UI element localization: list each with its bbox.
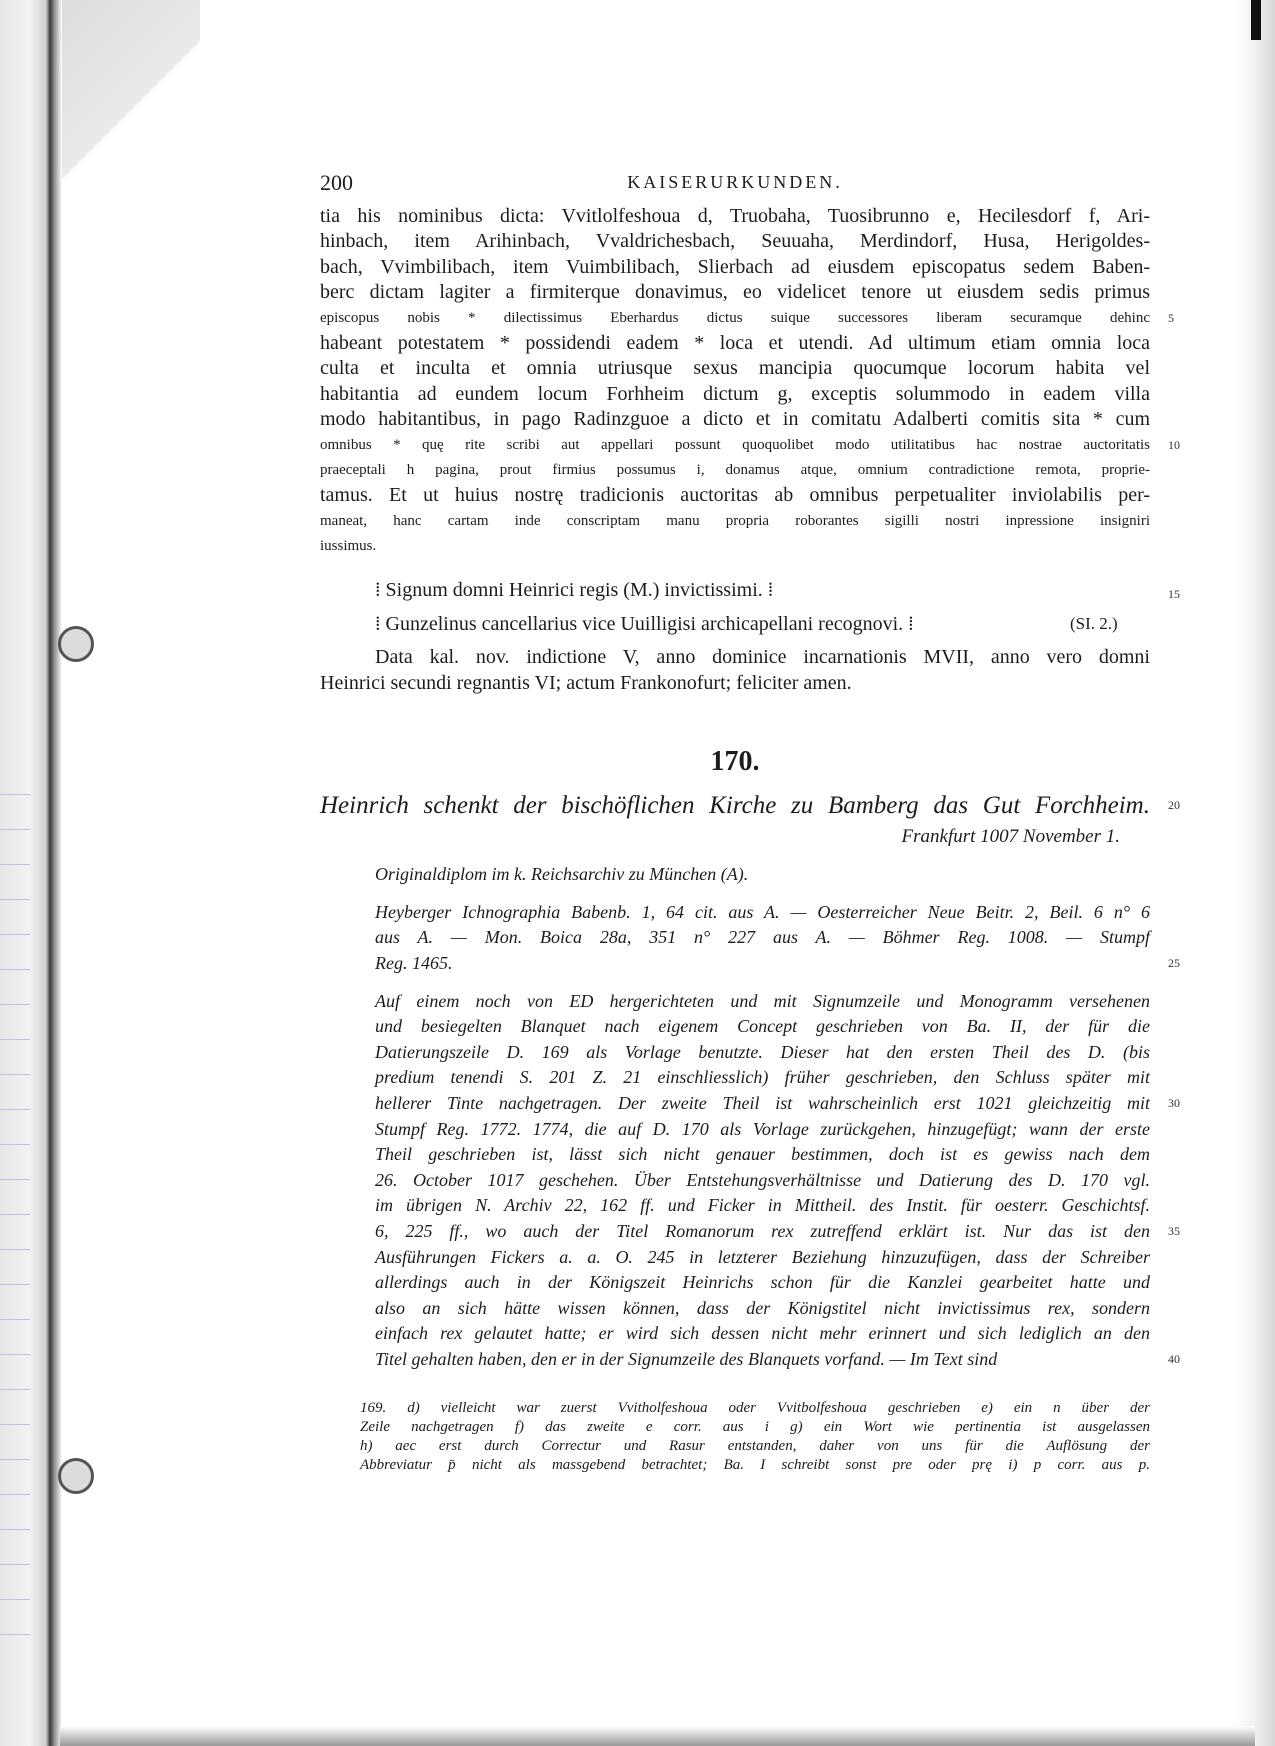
note-line — [375, 1347, 1180, 1373]
page-right-edge — [1235, 0, 1275, 1746]
text-line-content: tia his nominibus dicta: Vvitlolfeshoua d, Truobaha, Tuosibrunno e, Hecilesdorf f, Ari- — [320, 205, 1150, 227]
note-line — [375, 1014, 1150, 1040]
note-line — [375, 1142, 1150, 1168]
note-line-content: Theil geschrieben ist, lässt sich nicht genauer bestimmen, doch ist es gewiss nach dem — [375, 1144, 1150, 1165]
text-line — [320, 255, 1150, 280]
line-number: 40 — [1168, 1351, 1180, 1366]
running-title: KAISERURKUNDEN. — [627, 172, 843, 192]
note-line-content: Heyberger Ichnographia Babenb. 1, 64 cit. aus A. — Oesterreicher Neue Beitr. 2, Beil. 6 n° 6 — [375, 901, 1150, 922]
note-line-content: im übrigen N. Archiv 22, 162 ff. und Ficker in Mittheil. des Instit. für oesterr. Geschichtsf. — [375, 1195, 1150, 1216]
text-line-content: habitantia ad eundem locum Forhheim dictum g, exceptis solummodo in eadem villa — [320, 382, 1150, 405]
note-line — [375, 1270, 1150, 1296]
text-line-content: episcopus nobis * dilectissimus Eberhardus dictus suique successores liberam securamque dehinc — [320, 309, 1150, 326]
punch-hole-icon — [58, 1458, 94, 1494]
note-line — [375, 1245, 1150, 1271]
note-line-content: Originaldiplom im k. Reichsarchiv zu München (A). — [375, 864, 749, 885]
dating-line: Heinrici secundi regnantis VI; actum Frankonofurt; feliciter amen. — [320, 671, 852, 694]
signature-line — [320, 573, 1180, 607]
note-line — [375, 951, 1180, 977]
footnotes — [320, 1399, 1150, 1475]
note-line — [375, 1321, 1150, 1347]
signature-block — [320, 573, 1180, 641]
note-line-content: 6, 225 ff., wo auch der Titel Romanorum rex zutreffend erklärt ist. Nur das ist den — [375, 1220, 1150, 1241]
text-line-content: tamus. Et ut huius nostrę tradicionis auctoritas ab omnibus perpetualiter inviolabilis per- — [320, 484, 1150, 507]
note-line — [375, 1091, 1180, 1117]
note-line — [375, 1040, 1150, 1066]
note-line-content: und besiegelten Blanquet nach eigenem Concept geschrieben von Ba. II, der für die — [375, 1016, 1150, 1037]
note-paragraph — [375, 862, 1150, 888]
text-line — [320, 534, 1150, 559]
footnote-line: 169. d) vielleicht war zuerst Vvitholfeshoua oder Vvitbolfeshoua geschrieben e) ein n über der — [360, 1399, 1150, 1416]
seal-note: (SI. 2.) — [1070, 614, 1118, 634]
running-head — [320, 160, 1150, 200]
note-line-content: hellerer Tinte nachgetragen. Der zweite Theil ist wahrscheinlich erst 1021 gleichzeitig mit — [375, 1093, 1150, 1113]
text-line-content: culta et inculta et omnia utriusque sexus mancipia quocumque locorum habita vel — [320, 357, 1150, 380]
editorial-notes — [320, 862, 1180, 1372]
note-line — [375, 1065, 1150, 1091]
text-line — [320, 356, 1150, 381]
line-number: 10 — [1168, 437, 1180, 452]
scan-mark — [1251, 0, 1261, 40]
footnote-line: Zeile nachgetragen f) das zweite e corr. aus i g) ein Wort wie pertinentia ist ausgelassen — [360, 1418, 1150, 1435]
note-paragraph — [375, 989, 1180, 1373]
text-line — [320, 331, 1150, 356]
note-line-content: Reg. 1465. — [375, 953, 453, 974]
signature-text: ⁞ Signum domni Heinrici regis (M.) invictissimi. ⁞ — [375, 579, 774, 602]
note-line — [375, 925, 1150, 951]
text-line — [320, 229, 1150, 254]
text-line-content: hinbach, item Arihinbach, Vvaldrichesbach, Seuuaha, Merdindorf, Husa, Herigoldes- — [320, 230, 1150, 253]
note-line-content: Titel gehalten haben, den er in der Signumzeile des Blanquets vorfand. — Im Text sind — [375, 1348, 998, 1369]
page-bottom-edge — [60, 1726, 1255, 1746]
note-line-content: einfach rex gelautet hatte; er wird sich dessen nicht mehr erinnert und sich lediglich an den — [375, 1323, 1150, 1344]
text-line-content: maneat, hanc cartam inde conscriptam manu propria roborantes sigilli nostri inpressione insigniri — [320, 512, 1150, 529]
text-line-content: modo habitantibus, in pago Radinzguoe a dicto et in comitatu Adalberti comitis sita * cum — [320, 408, 1150, 431]
note-paragraph — [375, 900, 1180, 977]
text-line — [320, 204, 1150, 229]
line-number: 30 — [1168, 1096, 1180, 1110]
note-line-content: allerdings auch in der Königszeit Heinrichs schon für die Kanzlei gearbeitet hatte und — [375, 1272, 1150, 1293]
dating-line: Data kal. nov. indictione V, anno dominice incarnationis MVII, anno vero domni — [375, 646, 1150, 669]
text-line — [320, 509, 1150, 534]
text-line-content: iussimus. — [320, 538, 377, 555]
note-line — [375, 1193, 1150, 1219]
note-line — [375, 900, 1150, 926]
text-line — [320, 433, 1180, 458]
line-number: 35 — [1168, 1223, 1180, 1238]
document-number: 170. — [710, 746, 760, 778]
note-line-content: Stumpf Reg. 1772. 1774, die auf D. 170 als Vorlage zurückgehen, hinzugefügt; wann der erste — [375, 1118, 1150, 1139]
text-line-content: habeant potestatem * possidendi eadem * loca et utendi. Ad ultimum etiam omnia loca — [320, 331, 1150, 354]
line-number: 25 — [1168, 956, 1180, 971]
note-line — [375, 1117, 1150, 1143]
text-line-content: praeceptali h pagina, prout firmius possumus i, donamus atque, omnium contradictione remota, proprie- — [320, 461, 1150, 478]
page-number: 200 — [320, 170, 353, 195]
document-page — [320, 160, 1180, 1475]
text-line — [320, 458, 1150, 483]
notebook-page-lines — [0, 760, 30, 1660]
line-number: 5 — [1168, 310, 1174, 325]
note-line — [375, 1219, 1180, 1245]
document-title — [320, 792, 1180, 820]
text-line — [320, 382, 1150, 407]
note-line — [375, 862, 1150, 888]
footnote-line: h) aec erst durch Correctur und Rasur entstanden, daher von uns für die Auflösung der — [360, 1437, 1150, 1454]
text-line — [320, 483, 1150, 508]
place-date: Frankfurt 1007 November 1. — [901, 826, 1120, 848]
document-title-text: Heinrich schenkt der bischöflichen Kirche zu Bamberg das Gut Forchheim. — [320, 792, 1150, 820]
line-number: 20 — [1168, 798, 1180, 813]
note-line-content: aus A. — Mon. Boica 28a, 351 n° 227 aus A. — Böhmer Reg. 1008. — Stumpf — [375, 927, 1150, 948]
note-line — [375, 1296, 1150, 1322]
text-line-content: berc dictam lagiter a firmiterque donavimus, eo videlicet tenore ut eiusdem sedis primus — [320, 281, 1150, 304]
dating-clause — [320, 645, 1150, 696]
text-line — [320, 407, 1150, 432]
signature-line — [320, 607, 1150, 641]
note-line — [375, 989, 1150, 1015]
text-line — [320, 306, 1174, 331]
charter-text — [320, 204, 1180, 559]
text-line-content: omnibus * quę rite scribi aut appellari possunt quoquolibet modo utilitatibus hac nostrae auctoritatis — [320, 436, 1150, 453]
note-line-content: Datierungszeile D. 169 als Vorlage benutzte. Dieser hat den ersten Theil des D. (bis — [375, 1041, 1150, 1062]
note-line-content: also an sich hätte wissen können, dass der Königstitel nicht invictissimus rex, sondern — [375, 1297, 1150, 1318]
note-line-content: 26. October 1017 geschehen. Über Entstehungsverhältnisse und Datierung des D. 170 vgl. — [375, 1169, 1150, 1190]
line-number: 15 — [1168, 587, 1180, 602]
signature-text: ⁞ Gunzelinus cancellarius vice Uuilligisi archicapellani recognovi. ⁞ — [375, 613, 914, 636]
punch-hole-icon — [58, 626, 94, 662]
text-line — [320, 280, 1150, 305]
note-line-content: Ausführungen Fickers a. a. O. 245 in letzterer Beziehung hinzuzufügen, dass der Schreiber — [375, 1246, 1150, 1267]
note-line-content: predium tenendi S. 201 Z. 21 einschliesslich) früher geschrieben, den Schluss später mit — [375, 1067, 1150, 1088]
note-line-content: Auf einem noch von ED hergerichteten und mit Signumzeile und Monogramm versehenen — [375, 990, 1150, 1011]
note-line — [375, 1168, 1150, 1194]
footnote-line: Abbreviatur p̄ nicht als massgebend betrachtet; Ba. I schreibt sonst pre oder prę i) p corr. aus p. — [360, 1456, 1150, 1473]
text-line-content: bach, Vvimbilibach, item Vuimbilibach, Slierbach ad eiusdem episcopatus sedem Baben- — [320, 255, 1150, 278]
